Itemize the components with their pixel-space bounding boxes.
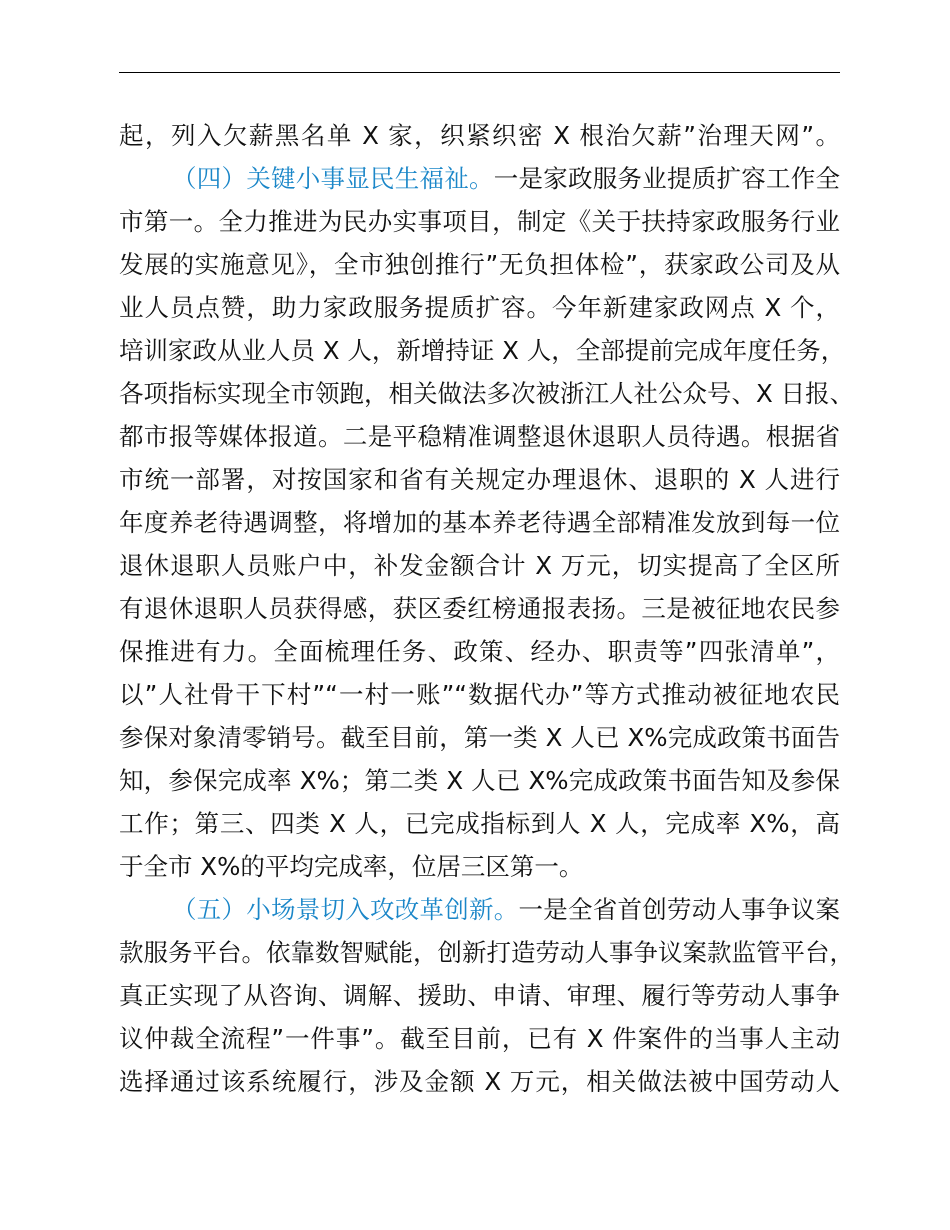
text-line: 于全市 X%的平均完成率，位居三区第一。 — [119, 852, 584, 881]
text-line: 选择通过该系统履行，涉及金额 X 万元，相关做法被中国劳动人 — [119, 1067, 840, 1096]
text-line: 参保对象清零销号。截至目前，第一类 X 人已 X%完成政策书面告 — [119, 723, 840, 752]
text-line: 保推进有力。全面梳理任务、政策、经办、职责等”四张清单”， — [119, 637, 840, 666]
text-line: 知，参保完成率 X%；第二类 X 人已 X%完成政策书面告知及参保 — [119, 766, 840, 795]
text-line: 发展的实施意见》，全市独创推行”无负担体检”，获家政公司及从 — [119, 250, 840, 279]
text-line: 业人员点赞，助力家政服务提质扩容。今年新建家政网点 X 个， — [119, 293, 840, 322]
text-line: 议仲裁全流程”一件事”。截至目前，已有 X 件案件的当事人主动 — [119, 1024, 840, 1053]
text-line: 退休退职人员账户中，补发金额合计 X 万元，切实提高了全区所 — [119, 551, 840, 580]
text-line: 年度养老待遇调整，将增加的基本养老待遇全部精准发放到每一位 — [119, 508, 840, 537]
text-line: 起，列入欠薪黑名单 X 家，织紧织密 X 根治欠薪”治理天网”。 — [119, 121, 840, 150]
section-4-lead: 一是家政服务业提质扩容工作全 — [493, 164, 840, 193]
text-line: 有退休退职人员获得感，获区委红榜通报表扬。三是被征地农民参 — [119, 594, 840, 623]
text-line: 市统一部署，对按国家和省有关规定办理退休、退职的 X 人进行 — [119, 465, 840, 494]
text-line: 都市报等媒体报道。二是平稳精准调整退休退职人员待遇。根据省 — [119, 422, 840, 451]
text-line: 以”人社骨干下村”“一村一账”“数据代办”等方式推动被征地农民 — [119, 680, 840, 709]
text-line: 真正实现了从咨询、调解、援助、申请、审理、履行等劳动人事争 — [119, 981, 840, 1010]
section-5-lead: 一是全省首创劳动人事争议案 — [518, 895, 840, 924]
section-5-line — [172, 892, 840, 928]
text-line: 各项指标实现全市领跑，相关做法多次被浙江人社公众号、X 日报、 — [119, 379, 855, 408]
section-4-heading: （四）关键小事显民生福祉。 — [172, 164, 494, 193]
section-5-heading: （五）小场景切入攻改革创新。 — [172, 895, 519, 924]
header-rule — [119, 72, 840, 73]
text-line: 培训家政从业人员 X 人，新增持证 X 人，全部提前完成年度任务， — [119, 336, 846, 365]
text-line: 款服务平台。依靠数智赋能，创新打造劳动人事争议案款监管平台， — [119, 938, 854, 967]
text-line: 工作；第三、四类 X 人，已完成指标到人 X 人，完成率 X%，高 — [119, 809, 840, 838]
section-4-line — [172, 161, 840, 197]
text-line: 市第一。全力推进为民办实事项目，制定《关于扶持家政服务行业 — [119, 207, 840, 236]
